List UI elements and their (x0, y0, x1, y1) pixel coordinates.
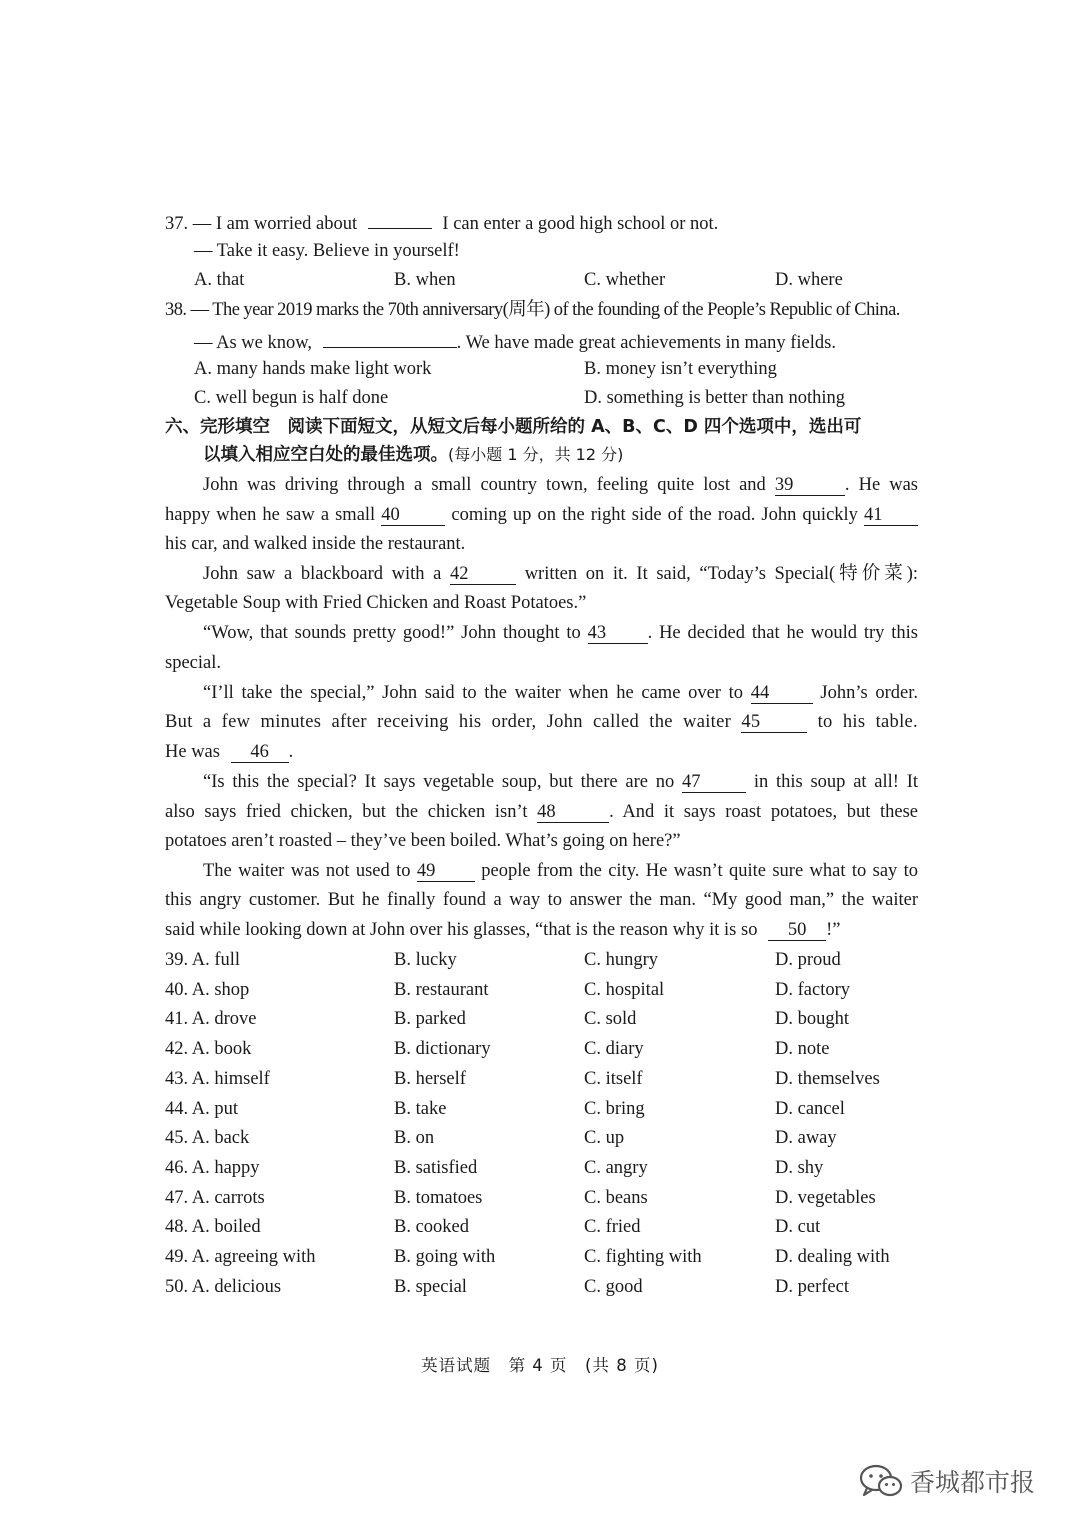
choice-48-d: D. cut (775, 1217, 821, 1238)
blank-47: 47 (682, 772, 746, 793)
passage-line: happy when he saw a small 40 coming up on the right side of the road. John quickly 41 (165, 503, 918, 527)
choice-46-b: B. satisfied (394, 1157, 478, 1178)
q37-option-a: A. that (194, 270, 245, 290)
choice-39-d: D. proud (775, 950, 841, 970)
blank-45: 45 (741, 712, 807, 733)
blank-43: 43 (588, 623, 648, 644)
q38-option-b: B. money isn’t everything (584, 359, 777, 379)
choice-49-a: 49. A. agreeing with (165, 1247, 316, 1267)
choice-50-b: B. special (394, 1276, 467, 1297)
passage-line: special. (165, 653, 221, 673)
blank-49: 49 (417, 861, 475, 882)
choice-39-c: C. hungry (584, 950, 658, 970)
choice-43-b: B. herself (394, 1068, 466, 1089)
choice-44-c: C. bring (584, 1098, 645, 1119)
passage-line: John was driving through a small country town, feeling quite lost and 39 . He was (203, 475, 918, 495)
choice-42-b: B. dictionary (394, 1039, 491, 1060)
choice-44-b: B. take (394, 1098, 447, 1119)
watermark (858, 1462, 1035, 1500)
choice-50-c: C. good (584, 1276, 643, 1297)
q38-blank (323, 328, 457, 348)
choice-50-d: D. perfect (775, 1276, 849, 1297)
q38-option-c: C. well begun is half done (194, 388, 389, 408)
choice-45-b: B. on (394, 1128, 435, 1149)
choice-47-c: C. beans (584, 1187, 648, 1208)
passage-line: potatoes aren’t roasted – they’ve been boiled. What’s going on here?” (165, 831, 681, 851)
q38-option-a: A. many hands make light work (194, 359, 432, 379)
section-heading: 六、完形填空 阅读下面短文，从短文后每小题所给的 A、B、C、D 四个选项中，选出可 (165, 417, 862, 437)
choice-40-a: 40. A. shop (165, 979, 250, 1000)
choice-47-d: D. vegetables (775, 1187, 876, 1208)
choice-47-b: B. tomatoes (394, 1187, 483, 1208)
choice-45-d: D. away (775, 1128, 837, 1149)
choice-40-b: B. restaurant (394, 979, 489, 1000)
choice-42-d: D. note (775, 1039, 830, 1060)
section-heading-line2: 以填入相应空白处的最佳选项。(每小题 1 分，共 12 分) (203, 445, 624, 465)
q37-option-b: B. when (394, 270, 456, 290)
passage-line: this angry customer. But he finally found a way to answer the man. “My good man,” the waiter (165, 890, 918, 910)
choice-43-d: D. themselves (775, 1068, 880, 1089)
blank-42: 42 (450, 564, 516, 585)
q38-stem: 38. — The year 2019 marks the 70th anniversary(周年) of the founding of the People’s Republic of China. (165, 300, 900, 320)
passage-line: said while looking down at John over his glasses, “that is the reason why it is so 50 !” (165, 920, 841, 940)
passage-line: “Is this the special? It says vegetable soup, but there are no 47 in this soup at all! It (203, 772, 919, 792)
watermark-text: 香城都市报 (910, 1468, 1036, 1497)
choice-46-d: D. shy (775, 1157, 824, 1178)
passage-line: But a few minutes after receiving his order, John called the waiter 45 to his table. (165, 712, 918, 732)
passage-line: The waiter was not used to 49 people from the city. He wasn’t quite sure what to say to (203, 861, 919, 881)
choice-43-a: 43. A. himself (165, 1068, 270, 1089)
choice-39-b: B. lucky (394, 950, 457, 970)
choice-44-d: D. cancel (775, 1098, 845, 1119)
passage-line: John saw a blackboard with a 42 written on it. It said, “Today’s Special(特价菜): (203, 564, 919, 584)
choice-42-c: C. diary (584, 1039, 644, 1060)
q37-reply: — Take it easy. Believe in yourself! (194, 241, 460, 261)
q37-option-c: C. whether (584, 270, 666, 290)
page-footer: 英语试题 第 4 页 (共 8 页) (421, 1356, 659, 1375)
passage-line: He was 46 . (165, 742, 294, 762)
choice-46-c: C. angry (584, 1157, 648, 1178)
choice-48-a: 48. A. boiled (165, 1217, 261, 1238)
choice-45-a: 45. A. back (165, 1128, 250, 1149)
choice-44-a: 44. A. put (165, 1098, 238, 1119)
choice-41-a: 41. A. drove (165, 1009, 257, 1030)
choice-45-c: C. up (584, 1128, 625, 1149)
q38-option-d: D. something is better than nothing (584, 388, 846, 408)
choice-46-a: 46. A. happy (165, 1157, 260, 1178)
q37-blank (368, 209, 432, 229)
choice-48-c: C. fried (584, 1217, 641, 1238)
q37-option-d: D. where (775, 270, 843, 290)
choice-40-c: C. hospital (584, 979, 665, 1000)
q37-stem: 37. — I am worried about I can enter a good high school or not. (165, 209, 718, 236)
passage-line: also says fried chicken, but the chicken isn’t 48 . And it says roast potatoes, but these (165, 802, 919, 822)
choice-43-c: C. itself (584, 1068, 643, 1089)
blank-40: 40 (381, 505, 445, 526)
blank-46: 46 (231, 742, 289, 763)
blank-50: 50 (768, 920, 826, 941)
blank-48: 48 (537, 802, 609, 823)
blank-44: 44 (751, 683, 813, 704)
choice-41-b: B. parked (394, 1009, 466, 1030)
choice-40-d: D. factory (775, 979, 850, 1000)
choice-49-d: D. dealing with (775, 1247, 890, 1267)
q38-reply: — As we know, . We have made great achievements in many fields. (194, 328, 836, 355)
choice-49-b: B. going with (394, 1247, 496, 1267)
choice-39-a: 39. A. full (165, 950, 241, 970)
passage-line: “Wow, that sounds pretty good!” John thought to 43 . He decided that he would try this (203, 623, 919, 643)
choice-42-a: 42. A. book (165, 1039, 252, 1060)
choice-49-c: C. fighting with (584, 1247, 702, 1267)
choice-41-d: D. bought (775, 1009, 849, 1030)
passage-line: Vegetable Soup with Fried Chicken and Roast Potatoes.” (165, 593, 587, 613)
passage-line: his car, and walked inside the restaurant. (165, 534, 466, 554)
choice-41-c: C. sold (584, 1009, 637, 1030)
choice-48-b: B. cooked (394, 1217, 470, 1238)
choice-47-a: 47. A. carrots (165, 1187, 265, 1208)
passage-line: “I’ll take the special,” John said to the waiter when he came over to 44 John’s order. (203, 683, 919, 703)
choice-50-a: 50. A. delicious (165, 1276, 282, 1297)
blank-39: 39 (775, 475, 845, 496)
wechat-icon (858, 1462, 904, 1500)
blank-41: 41 (864, 505, 918, 526)
